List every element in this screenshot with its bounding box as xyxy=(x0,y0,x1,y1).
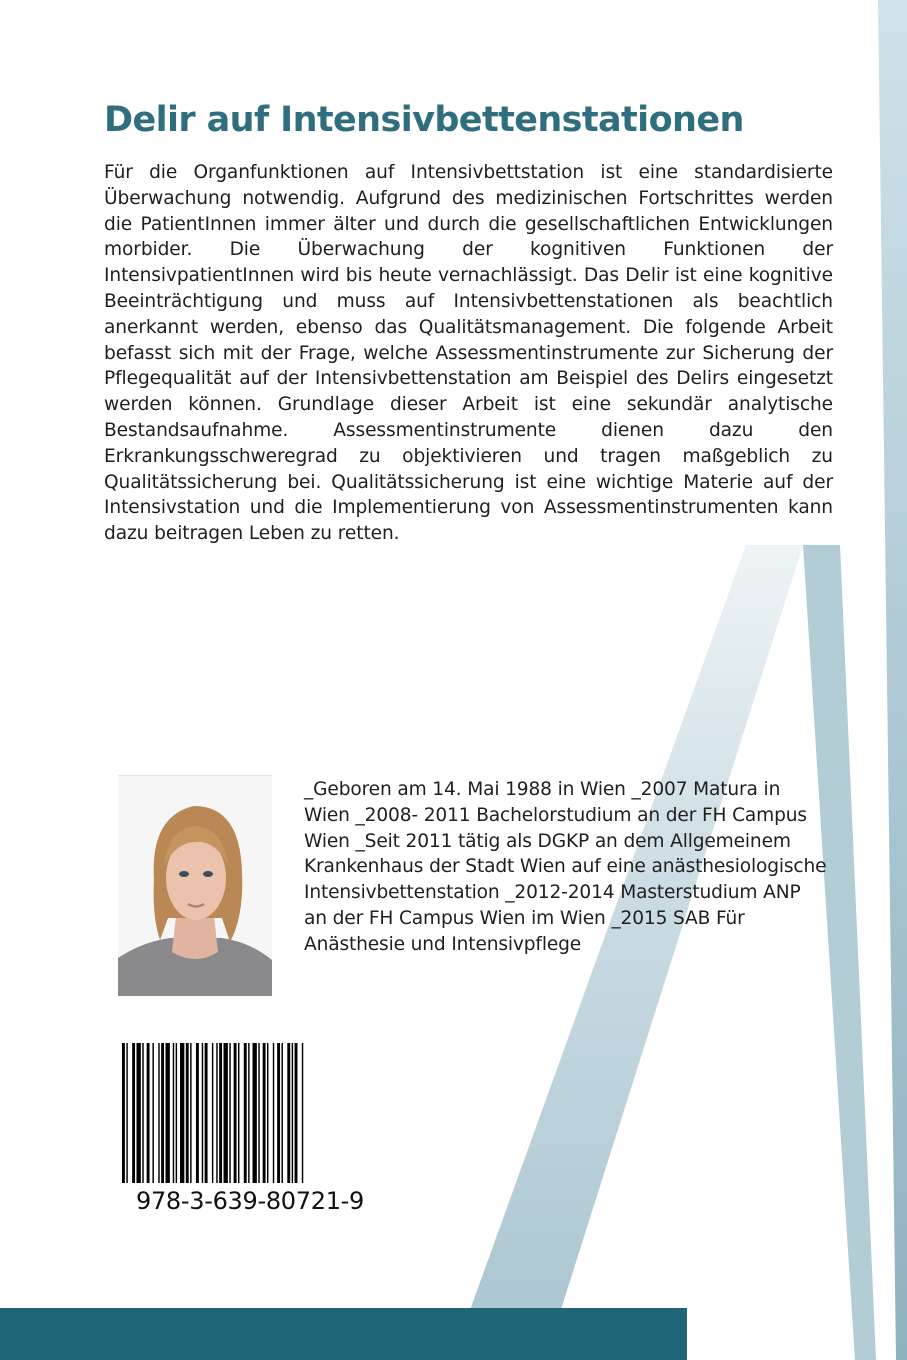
barcode-bar xyxy=(212,1043,213,1183)
right-edge-stripe xyxy=(878,0,907,1360)
barcode-image xyxy=(118,1037,382,1187)
footer-band xyxy=(0,1308,687,1360)
barcode-bar xyxy=(202,1043,203,1183)
barcode-bar xyxy=(224,1043,228,1183)
barcode-bar xyxy=(196,1043,199,1183)
barcode-bar xyxy=(180,1043,184,1183)
barcode-bar xyxy=(126,1043,127,1183)
barcode-bar xyxy=(229,1043,230,1183)
barcode-bar xyxy=(132,1043,135,1183)
barcode-bar xyxy=(142,1043,143,1183)
book-description xyxy=(104,160,833,547)
barcode-bar xyxy=(158,1043,159,1183)
book-title: Delir auf Intensivbettenstationen xyxy=(104,100,744,140)
description-text: Für die Organfunktionen auf Intensivbettstation ist eine standardisierte Überwachung notwendig. Aufgrund des medizinischen Fortschrittes werden die PatientInnen immer älter und durch die gesellschaftlichen Entwicklungen morbider. Die Überwachung der kognitiven Funktionen der IntensivpatientInnen wird bis heute vernachlässigt. Das Delir ist eine kognitive Beeinträchtigung und muss auf Intensivbettenstationen als beachtlich anerkannt werden, ebenso das Qualitätsmanagement. Die folgende Arbeit befasst sich mit der Frage, welche Assessmentinstrumente zur Sicherung der Pflegequalität auf der Intensivbettenstation am Beispiel des Delirs eingesetzt werden können. Grundlage dieser Arbeit ist eine sekundär analytische Bestandsaufnahme. Assessmentinstrumente dienen dazu den Erkrankungsschweregrad zu objektivieren und tragen maßgeblich zu Qualitätssicherung bei. Qualitätssicherung ist eine wichtige Materie auf der Intensivstation und die Implementierung von Assessmentinstrumenten kann dazu beitragen Leben zu retten. xyxy=(104,162,833,545)
author-portrait-image xyxy=(118,776,272,996)
barcode-bar xyxy=(253,1043,257,1183)
barcode-bar xyxy=(277,1043,280,1183)
barcode-bar xyxy=(166,1043,170,1183)
barcode-bar xyxy=(267,1043,268,1183)
barcode-bar xyxy=(205,1043,208,1183)
barcode-bar xyxy=(248,1043,249,1183)
barcode-bar xyxy=(219,1043,222,1183)
barcode-bar xyxy=(147,1043,150,1183)
barcode-bar xyxy=(258,1043,259,1183)
barcode-bar xyxy=(161,1043,164,1183)
barcode-bar xyxy=(302,1043,303,1183)
barcode-bar xyxy=(122,1043,125,1183)
barcode-bar xyxy=(234,1043,237,1183)
barcode-bar xyxy=(186,1043,189,1183)
isbn-barcode xyxy=(118,1037,382,1223)
barcode-bar xyxy=(273,1043,274,1183)
barcode-bar xyxy=(244,1043,247,1183)
barcode-bar xyxy=(292,1043,293,1183)
isbn-number: 978-3-639-80721-9 xyxy=(135,1187,365,1215)
barcode-bar xyxy=(295,1043,298,1183)
barcode-bar xyxy=(137,1043,141,1183)
author-biography xyxy=(304,777,829,958)
barcode-bar xyxy=(173,1043,174,1183)
barcode-bar xyxy=(238,1043,239,1183)
barcode-bar xyxy=(263,1043,266,1183)
author-photo xyxy=(118,775,272,996)
barcode-bar xyxy=(152,1043,153,1183)
barcode-bar xyxy=(216,1043,217,1183)
barcode-bar xyxy=(176,1043,177,1183)
author-bio-text: _Geboren am 14. Mai 1988 in Wien _2007 Matura in Wien _2008- 2011 Bachelorstudium an der FH Campus Wien _Seit 2011 tätig als DGKP an dem Allgemeinem Krankenhaus der Stadt Wien auf eine anästhesiologische Intensivbettenstation _2012-2014 Masterstudium ANP an der FH Campus Wien im Wien _2015 SAB Für Anästhesie und Intensivpflege xyxy=(304,779,827,955)
barcode-bar xyxy=(282,1043,283,1183)
barcode-bar xyxy=(190,1043,191,1183)
barcode-bar xyxy=(287,1043,290,1183)
